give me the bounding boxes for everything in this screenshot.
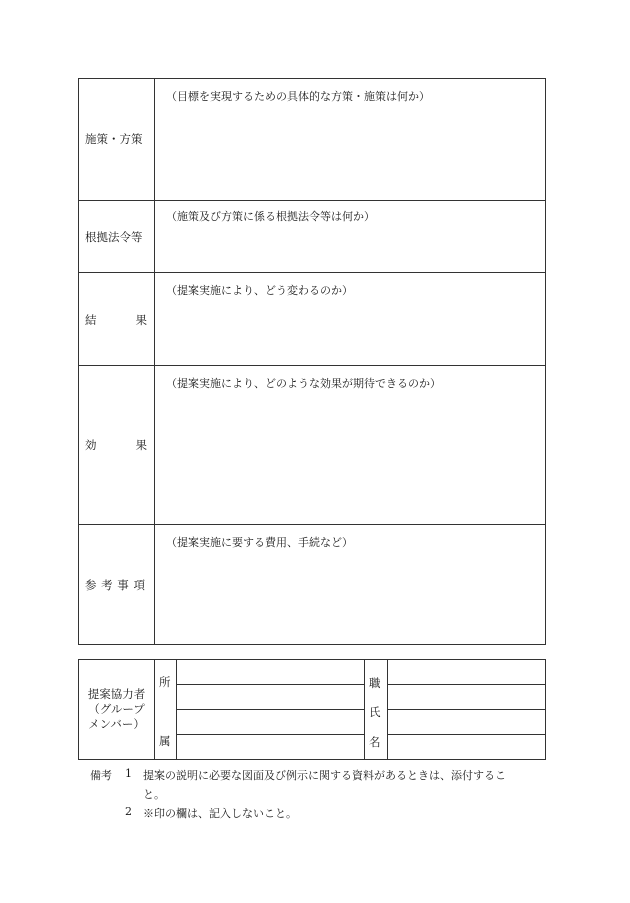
name-label-char: 氏: [369, 705, 381, 719]
row-divider: [78, 272, 546, 273]
table-border-right: [545, 78, 546, 645]
row-label-legal-basis: 根拠法令等: [85, 230, 143, 244]
name-field[interactable]: [389, 735, 545, 759]
field-legal-basis[interactable]: [156, 228, 544, 270]
affiliation-field[interactable]: [178, 685, 364, 709]
row-label-measures: 施策・方策: [85, 132, 143, 146]
members-label: 提案協力者 （グループ メンバー）: [87, 687, 146, 731]
row-prompt-effect: （提案実施により、どのような効果が期待できるのか）: [166, 377, 441, 390]
table-column-divider: [154, 78, 155, 645]
affiliation-field[interactable]: [178, 660, 364, 684]
remark-text: ※印の欄は、記入しないこと。: [143, 807, 297, 820]
row-prompt-measures: （目標を実現するための具体的な方策・施策は何か）: [166, 90, 430, 103]
row-label-result: 結 果: [85, 313, 147, 327]
name-label-char: 名: [369, 735, 381, 749]
row-prompt-legal-basis: （施策及び方策に係る根拠法令等は何か）: [166, 210, 375, 223]
table-border-left: [78, 78, 79, 645]
row-divider: [78, 365, 546, 366]
name-label-char: 職: [369, 676, 381, 690]
remark-text: 提案の説明に必要な図面及び例示に関する資料があるときは、添付するこ: [143, 769, 506, 782]
row-divider: [78, 200, 546, 201]
affiliation-field[interactable]: [178, 735, 364, 759]
affiliation-label-top: 所: [159, 675, 171, 689]
row-divider: [78, 524, 546, 525]
name-field[interactable]: [389, 710, 545, 734]
table-border-top: [78, 78, 546, 79]
remark-text-continued: と。: [143, 788, 165, 801]
row-prompt-result: （提案実施により、どう変わるのか）: [166, 284, 353, 297]
remark-number: 1: [125, 767, 132, 780]
remarks-heading: 備考: [90, 769, 112, 782]
name-field[interactable]: [389, 660, 545, 684]
table-border-bottom: [78, 644, 546, 645]
name-field[interactable]: [389, 685, 545, 709]
row-label-effect: 効 果: [85, 438, 147, 452]
remark-number: 2: [125, 805, 132, 818]
field-measures[interactable]: [156, 108, 544, 198]
affiliation-field[interactable]: [178, 710, 364, 734]
field-remarks[interactable]: [156, 554, 544, 642]
field-effect[interactable]: [156, 395, 544, 522]
affiliation-label-bottom: 属: [159, 734, 171, 748]
row-label-remarks: 参 考 事 項: [85, 578, 146, 592]
field-result[interactable]: [156, 302, 544, 363]
members-divider: [154, 659, 155, 760]
members-border-bottom: [78, 759, 546, 760]
row-prompt-remarks: （提案実施に要する費用、手続など）: [166, 536, 353, 549]
